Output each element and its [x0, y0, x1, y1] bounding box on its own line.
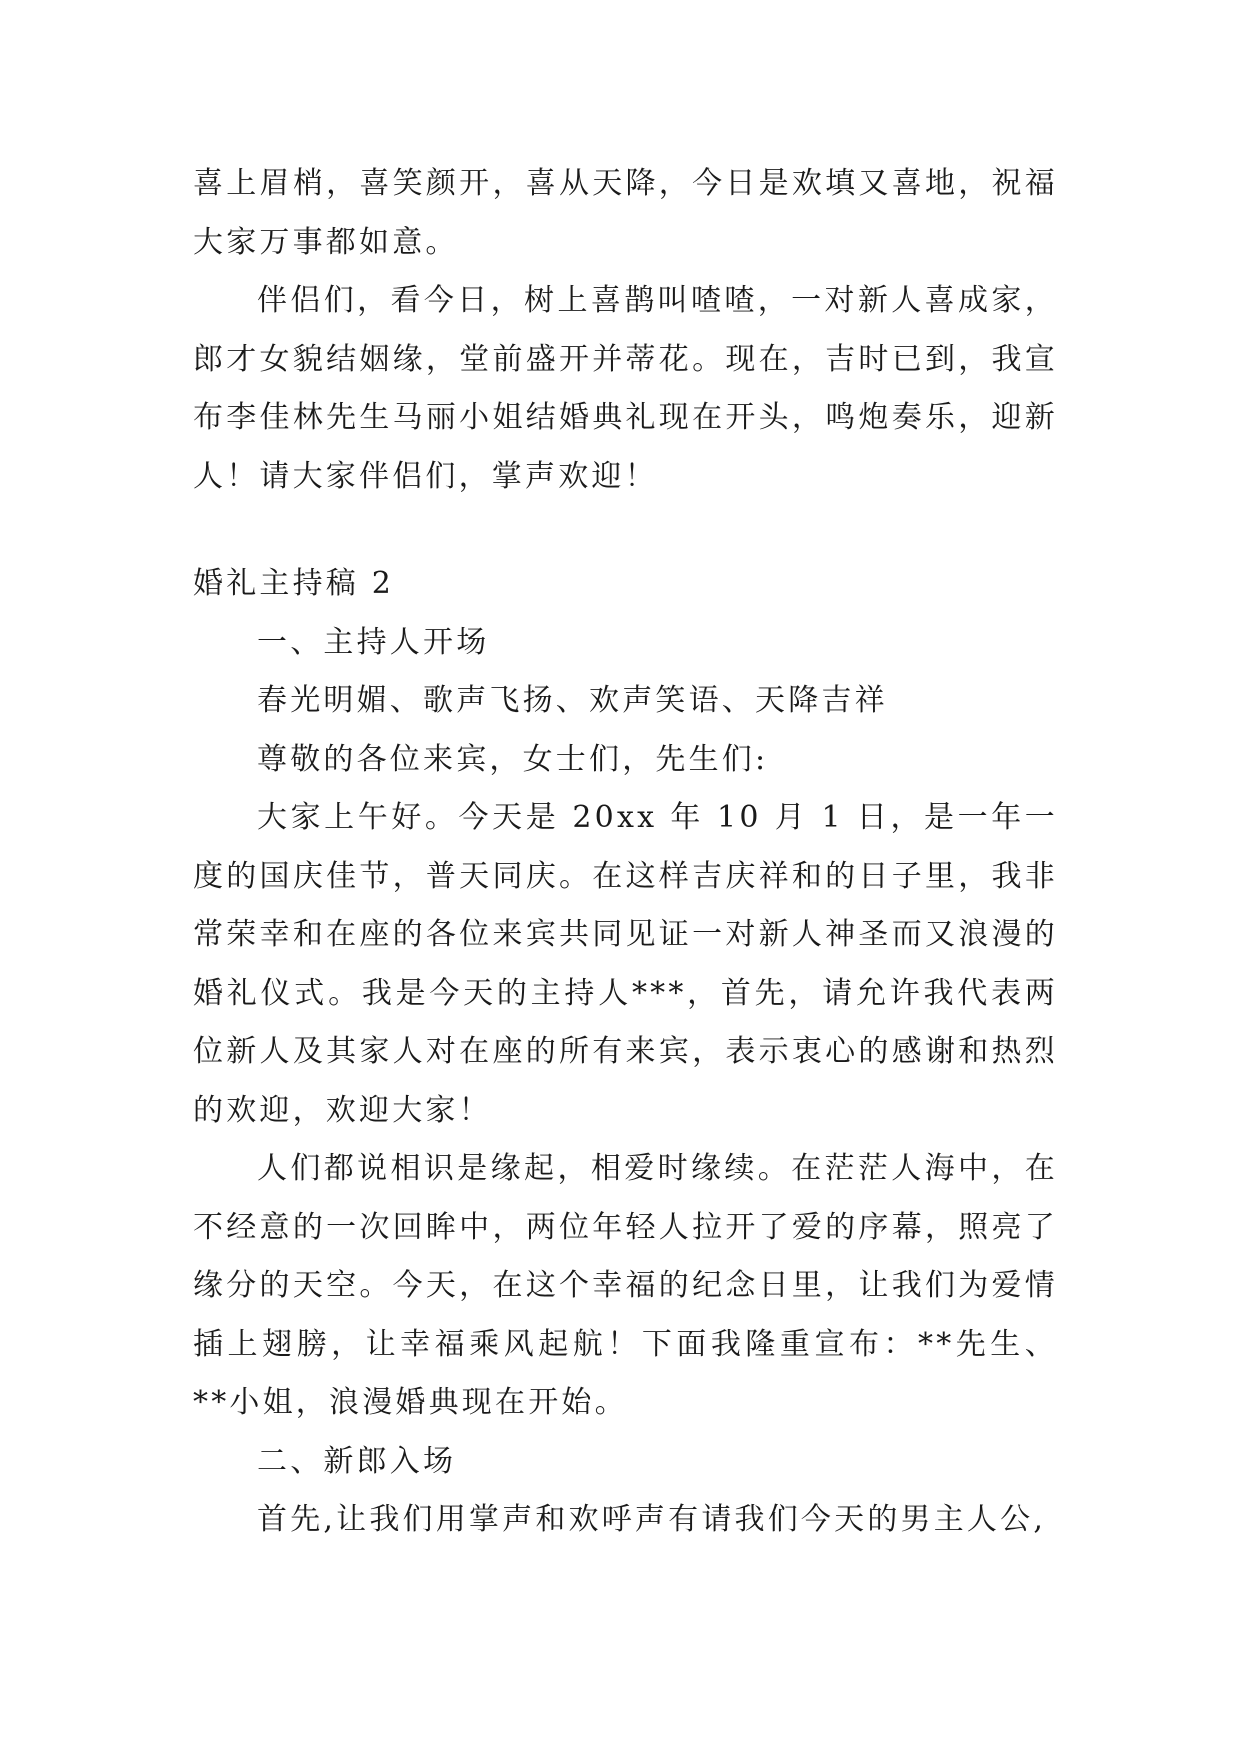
- paragraph-blessing: 喜上眉梢，喜笑颜开，喜从天降，今日是欢填又喜地，祝福大家万事都如意。: [193, 166, 1058, 260]
- paragraph-opening-line: 春光明媚、歌声飞扬、欢声笑语、天降吉祥: [257, 683, 888, 718]
- paragraph-welcome: 大家上午好。今天是 20xx 年 10 月 1 日，是一年一度的国庆佳节，普天同庆。在这样吉庆祥和的日子里，我非常荣幸和在座的各位来宾共同见证一对新人神圣而又浪漫的婚礼仪式。我是今天的主持人***，首先，请允许我代表两位新人及其家人对在座的所有来宾，表示衷心的感谢和热烈的欢迎，欢迎大家！: [193, 800, 1058, 1128]
- document-page: [193, 155, 1058, 1550]
- section-spacer: [193, 506, 1058, 555]
- paragraph-love-story: 人们都说相识是缘起，相爱时缘续。在茫茫人海中，在不经意的一次回眸中，两位年轻人拉开了爱的序幕，照亮了缘分的天空。今天，在这个幸福的纪念日里，让我们为爱情插上翅膀，让幸福乘风起航！下面我隆重宣布：**先生、**小姐，浪漫婚典现在开始。: [193, 1151, 1058, 1420]
- paragraph-greeting: 尊敬的各位来宾，女士们，先生们:: [257, 741, 769, 777]
- subheading-groom-entrance: 二、新郎入场: [257, 1443, 457, 1479]
- subheading-host-opening: 一、主持人开场: [257, 624, 490, 660]
- paragraph-groom-intro: 首先,让我们用掌声和欢呼声有请我们今天的男主人公,: [257, 1502, 1047, 1537]
- section-title: 婚礼主持稿 2: [193, 566, 395, 601]
- paragraph-announcement: 伴侣们，看今日，树上喜鹊叫喳喳，一对新人喜成家，郎才女貌结姻缘，堂前盛开并蒂花。现在，吉时已到，我宣布李佳林先生马丽小姐结婚典礼现在开头，鸣炮奏乐，迎新人！请大家伴侣们，掌声欢迎！: [193, 283, 1058, 494]
